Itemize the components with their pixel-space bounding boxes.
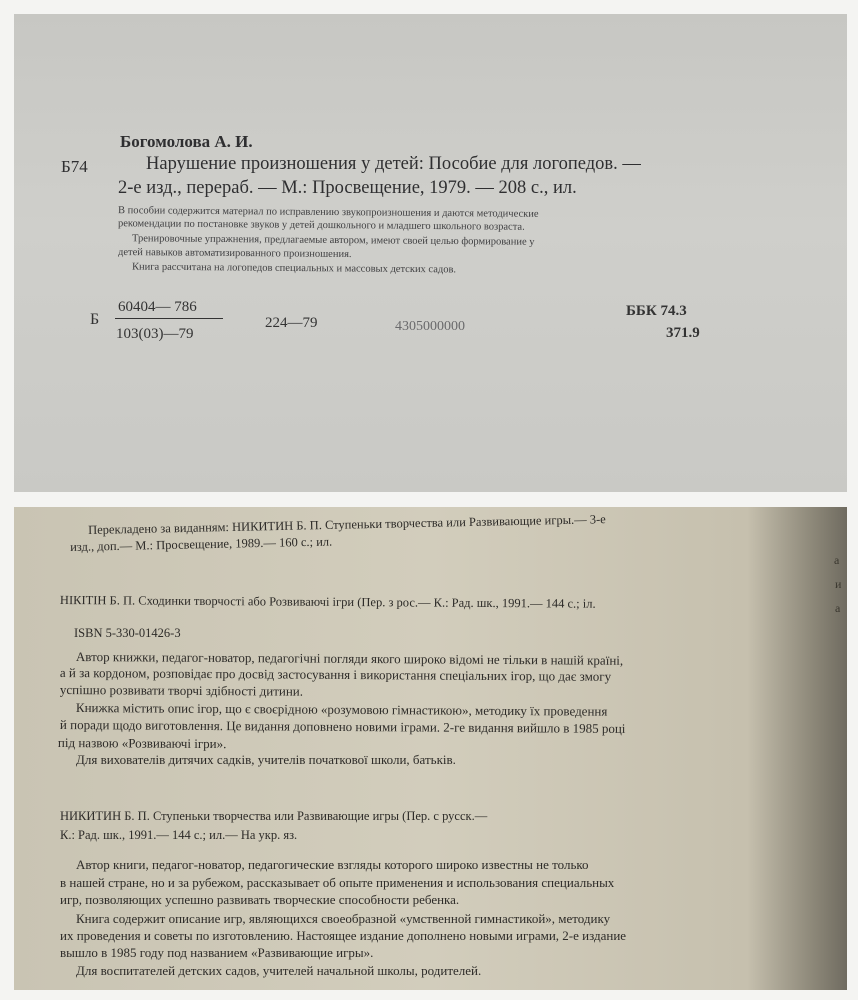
facing-page-char-2: и: [835, 577, 842, 591]
rus-heading-line-2: К.: Рад. шк., 1991.— 144 с.; ил.— На укр. яз.: [60, 828, 298, 842]
bbk-label: ББК 74.3: [626, 303, 687, 319]
author-name: Богомолова А. И.: [120, 132, 253, 151]
ukr-body-line-4: Книжка містить опис ігор, що є своєрідною «розумовою гімнастикою», методику їх проведення: [75, 700, 608, 719]
rus-body-line-3: игр, позволяющих успешно развивать творческие способности ребенка.: [60, 892, 460, 907]
translated-from-line-2: изд., доп.— М.: Просвещение, 1989.— 160 с.; ил.: [70, 534, 333, 554]
rus-heading-line-1: НИКИТИН Б. П. Ступеньки творчества или Развивающие игры (Пер. с русск.—: [60, 809, 488, 823]
fraction-numerator: 60404— 786: [118, 299, 197, 315]
book-title-line-2: 2-е изд., перераб. — М.: Просвещение, 1979. — 208 с., ил.: [118, 178, 577, 198]
ukr-body-line-6: під назвою «Розвиваючі ігри».: [57, 735, 227, 752]
annotation-line-2: рекомендации по постановке звуков у детей дошкольного и младшего школьного возраста.: [117, 218, 525, 233]
facing-page-char-3: а: [835, 601, 841, 615]
annotation-line-4: детей навыков автоматизированного произношения.: [117, 246, 352, 261]
bottom-book-page: [14, 507, 847, 990]
bbk-sub: 371.9: [666, 325, 700, 341]
rus-body-line-5: их проведения и советы по изготовлению. Настоящее издание дополнено новыми играми, 2-е издание: [60, 928, 627, 943]
ukr-body-line-2: а й за кордоном, розповідає про досвід застосування і використання спеціальних ігор, що дає змогу: [59, 665, 612, 684]
book-title-line-1: Нарушение произношения у детей: Пособие для логопедов. —: [146, 154, 641, 174]
ukr-body-line-3: успішно розвивати творчі здібності дитини.: [59, 682, 304, 699]
library-index: Б74: [61, 157, 88, 176]
ukr-body-line-7: Для вихователів дитячих садків, учителів початкової школи, батьків.: [76, 752, 456, 767]
isbn: ISBN 5-330-01426-3: [74, 626, 181, 640]
rus-body-line-6: вышло в 1985 году под названием «Развивающие игры».: [60, 945, 374, 960]
annotation-line-3: Тренировочные упражнения, предлагаемые автором, имеют своей целью формирование у: [131, 233, 535, 248]
rus-body-line-2: в нашей стране, но и за рубежом, рассказывает об опыте применения и использования специальных: [60, 875, 615, 890]
fraction-bar: [115, 318, 223, 319]
rus-body-line-4: Книга содержит описание игр, являющихся своеобразной «умственной гимнастикой», методику: [76, 911, 611, 926]
rus-body-line-1: Автор книги, педагог-новатор, педагогические взгляды которого широко известны не только: [76, 857, 589, 872]
translated-from-line-1: Перекладено за виданням: НИКИТИН Б. П. Ступеньки творчества или Развивающие игры.— 3-е: [88, 512, 606, 537]
ukr-body-line-5: й поради щодо виготовлення. Це видання доповнено новими іграми. 2-ге видання вийшло в 1985 році: [59, 717, 626, 736]
fraction-denominator: 103(03)—79: [116, 326, 194, 342]
facing-page-char-1: а: [834, 553, 840, 567]
ukr-heading: НІКІТІН Б. П. Сходинки творчості або Розвиваючі ігри (Пер. з рос.— К.: Рад. шк., 1991.— 144 с.; іл.: [59, 593, 596, 611]
b-letter: Б: [90, 311, 100, 328]
rus-body-line-7: Для воспитателей детских садов, учителей начальной школы, родителей.: [76, 963, 482, 978]
ukr-body-line-1: Автор книжки, педагог-новатор, педагогічні погляди якого широко відомі не тільки в нашій країні,: [75, 649, 624, 668]
annotation-line-1: В пособии содержится материал по исправлению звукопроизношения и даются методические: [117, 205, 539, 220]
code-long: 4305000000: [395, 319, 465, 334]
annotation-line-5: Книга рассчитана на логопедов специальных и массовых детских садов.: [131, 261, 457, 276]
code-224: 224—79: [265, 315, 318, 331]
top-catalog-card: [14, 14, 847, 492]
